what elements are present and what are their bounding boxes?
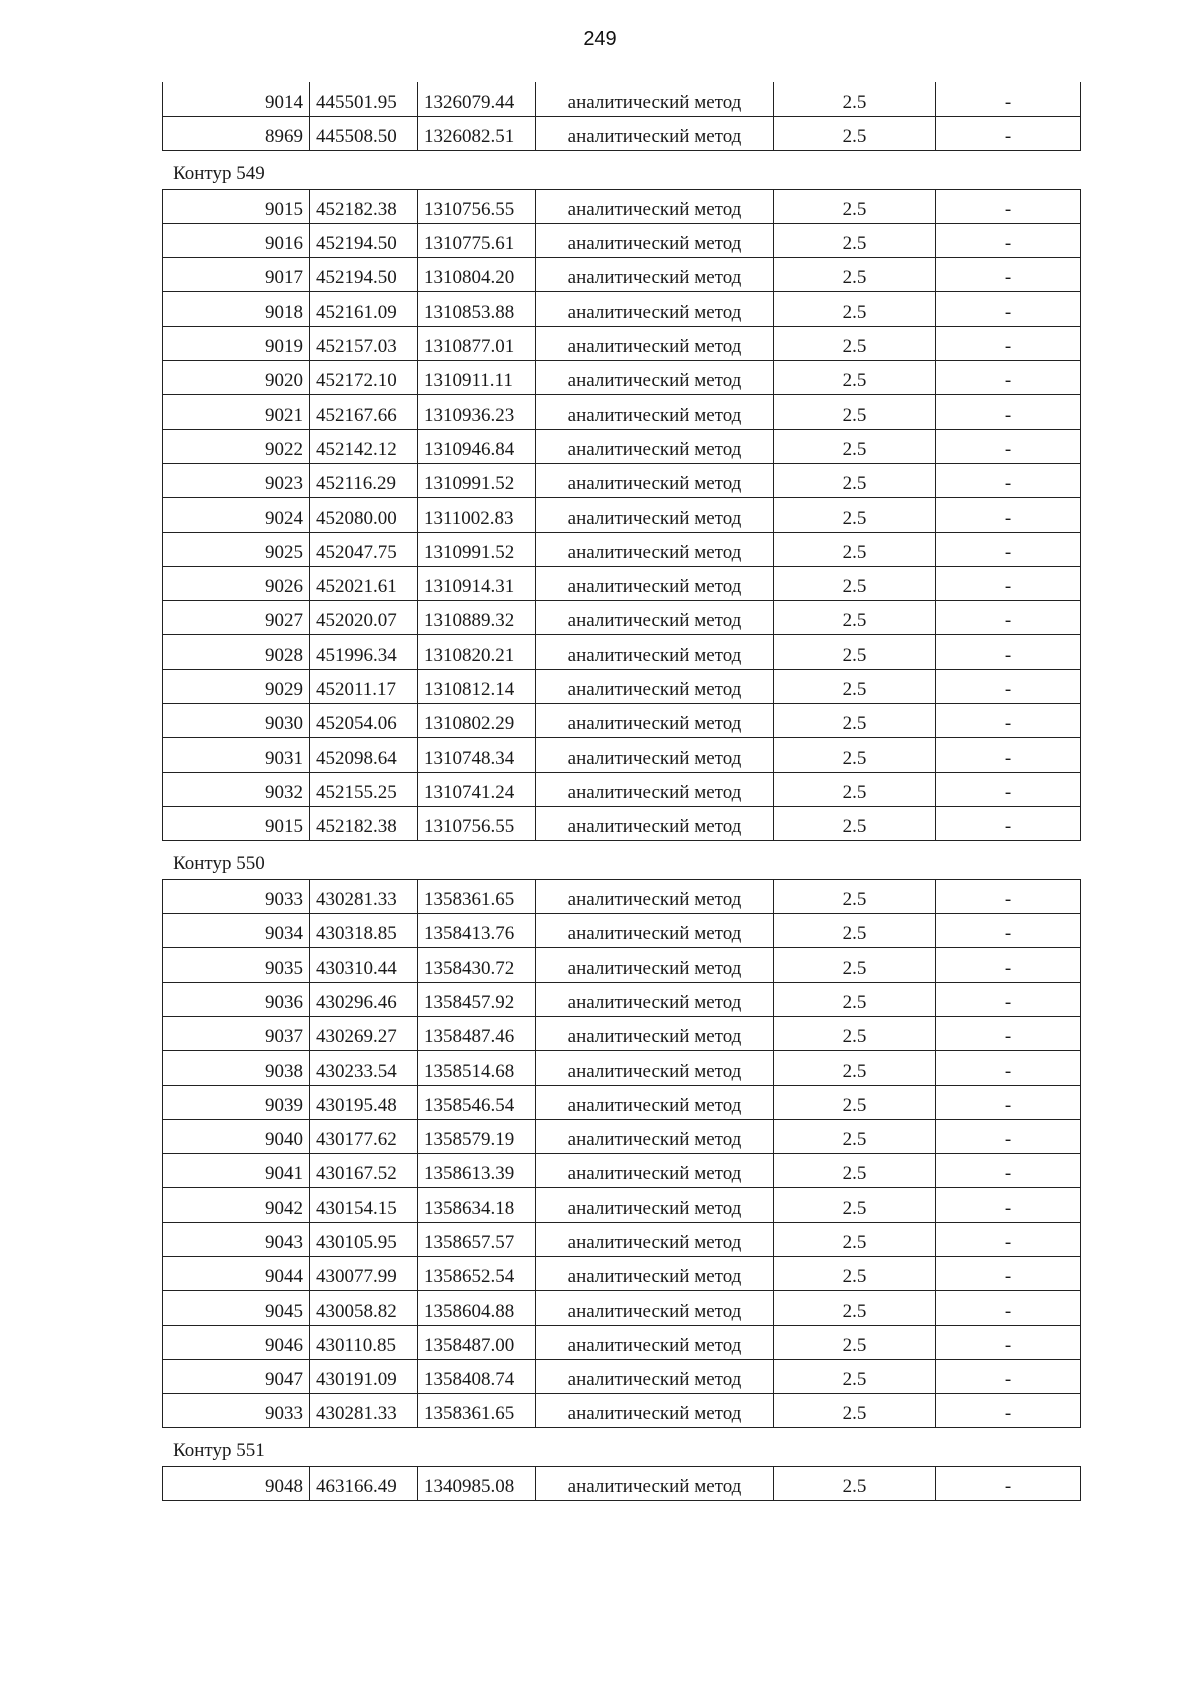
coordinate-y-cell: 1358430.72 xyxy=(418,948,536,982)
coordinate-x-cell: 452194.50 xyxy=(310,258,418,292)
description-cell: - xyxy=(936,223,1081,257)
coordinate-x-cell: 452080.00 xyxy=(310,498,418,532)
point-number-cell: 9038 xyxy=(163,1051,310,1085)
point-number-cell: 9014 xyxy=(163,82,310,116)
method-cell: аналитический метод xyxy=(536,189,774,223)
table-row xyxy=(163,1291,1081,1325)
accuracy-cell: 2.5 xyxy=(774,704,936,738)
accuracy-cell: 2.5 xyxy=(774,395,936,429)
table-row xyxy=(163,326,1081,360)
description-cell: - xyxy=(936,1188,1081,1222)
description-cell: - xyxy=(936,914,1081,948)
description-cell: - xyxy=(936,1154,1081,1188)
table-row xyxy=(163,566,1081,600)
coordinate-y-cell: 1326079.44 xyxy=(418,82,536,116)
table-row xyxy=(163,601,1081,635)
method-cell: аналитический метод xyxy=(536,772,774,806)
table-row xyxy=(163,532,1081,566)
description-cell: - xyxy=(936,82,1081,116)
point-number-cell: 9027 xyxy=(163,601,310,635)
coordinate-x-cell: 452155.25 xyxy=(310,772,418,806)
point-number-cell: 9022 xyxy=(163,429,310,463)
accuracy-cell: 2.5 xyxy=(774,82,936,116)
table-row xyxy=(163,395,1081,429)
coordinate-x-cell: 430167.52 xyxy=(310,1154,418,1188)
coordinate-x-cell: 430077.99 xyxy=(310,1257,418,1291)
coordinate-y-cell: 1310804.20 xyxy=(418,258,536,292)
method-cell: аналитический метод xyxy=(536,1188,774,1222)
point-number-cell: 9019 xyxy=(163,326,310,360)
coordinate-x-cell: 430105.95 xyxy=(310,1222,418,1256)
description-cell: - xyxy=(936,1394,1081,1428)
accuracy-cell: 2.5 xyxy=(774,879,936,913)
coordinate-y-cell: 1310775.61 xyxy=(418,223,536,257)
description-cell: - xyxy=(936,1119,1081,1153)
method-cell: аналитический метод xyxy=(536,738,774,772)
accuracy-cell: 2.5 xyxy=(774,361,936,395)
method-cell: аналитический метод xyxy=(536,566,774,600)
point-number-cell: 9034 xyxy=(163,914,310,948)
point-number-cell: 9037 xyxy=(163,1016,310,1050)
coordinate-x-cell: 452047.75 xyxy=(310,532,418,566)
accuracy-cell: 2.5 xyxy=(774,116,936,150)
point-number-cell: 9029 xyxy=(163,669,310,703)
coordinate-y-cell: 1358413.76 xyxy=(418,914,536,948)
coordinates-table xyxy=(162,879,1081,1429)
coordinate-x-cell: 430177.62 xyxy=(310,1119,418,1153)
method-cell: аналитический метод xyxy=(536,1394,774,1428)
accuracy-cell: 2.5 xyxy=(774,223,936,257)
coordinate-y-cell: 1340985.08 xyxy=(418,1466,536,1500)
description-cell: - xyxy=(936,116,1081,150)
coordinate-x-cell: 452182.38 xyxy=(310,189,418,223)
accuracy-cell: 2.5 xyxy=(774,914,936,948)
table-row xyxy=(163,1325,1081,1359)
point-number-cell: 9046 xyxy=(163,1325,310,1359)
coordinate-x-cell: 452098.64 xyxy=(310,738,418,772)
table-row xyxy=(163,1188,1081,1222)
coordinate-y-cell: 1310756.55 xyxy=(418,189,536,223)
coordinate-x-cell: 452054.06 xyxy=(310,704,418,738)
accuracy-cell: 2.5 xyxy=(774,429,936,463)
table-row xyxy=(163,361,1081,395)
method-cell: аналитический метод xyxy=(536,1291,774,1325)
method-cell: аналитический метод xyxy=(536,914,774,948)
coordinate-y-cell: 1310853.88 xyxy=(418,292,536,326)
table-row xyxy=(163,429,1081,463)
table-row xyxy=(163,914,1081,948)
point-number-cell: 9035 xyxy=(163,948,310,982)
coordinate-y-cell: 1358361.65 xyxy=(418,879,536,913)
accuracy-cell: 2.5 xyxy=(774,1394,936,1428)
table-row xyxy=(163,189,1081,223)
accuracy-cell: 2.5 xyxy=(774,806,936,840)
coordinates-document xyxy=(162,82,1080,1501)
accuracy-cell: 2.5 xyxy=(774,532,936,566)
coordinates-table xyxy=(162,1466,1081,1501)
accuracy-cell: 2.5 xyxy=(774,948,936,982)
point-number-cell: 8969 xyxy=(163,116,310,150)
table-row xyxy=(163,948,1081,982)
description-cell: - xyxy=(936,463,1081,497)
point-number-cell: 9047 xyxy=(163,1359,310,1393)
coordinate-x-cell: 430310.44 xyxy=(310,948,418,982)
point-number-cell: 9024 xyxy=(163,498,310,532)
accuracy-cell: 2.5 xyxy=(774,1359,936,1393)
accuracy-cell: 2.5 xyxy=(774,1325,936,1359)
description-cell: - xyxy=(936,601,1081,635)
coordinate-y-cell: 1358487.46 xyxy=(418,1016,536,1050)
point-number-cell: 9026 xyxy=(163,566,310,600)
table-row xyxy=(163,82,1081,116)
table-row xyxy=(163,879,1081,913)
coordinate-x-cell: 430195.48 xyxy=(310,1085,418,1119)
coordinate-y-cell: 1310748.34 xyxy=(418,738,536,772)
table-row xyxy=(163,1119,1081,1153)
method-cell: аналитический метод xyxy=(536,292,774,326)
contour-title: Контур 549 xyxy=(173,163,265,185)
table-row xyxy=(163,463,1081,497)
point-number-cell: 9015 xyxy=(163,189,310,223)
accuracy-cell: 2.5 xyxy=(774,1257,936,1291)
accuracy-cell: 2.5 xyxy=(774,772,936,806)
coordinate-y-cell: 1310812.14 xyxy=(418,669,536,703)
accuracy-cell: 2.5 xyxy=(774,738,936,772)
coordinate-x-cell: 430296.46 xyxy=(310,982,418,1016)
coordinate-y-cell: 1310936.23 xyxy=(418,395,536,429)
coordinate-y-cell: 1310991.52 xyxy=(418,532,536,566)
coordinate-x-cell: 452167.66 xyxy=(310,395,418,429)
coordinate-x-cell: 452157.03 xyxy=(310,326,418,360)
accuracy-cell: 2.5 xyxy=(774,326,936,360)
description-cell: - xyxy=(936,189,1081,223)
coordinate-x-cell: 430281.33 xyxy=(310,879,418,913)
coordinate-y-cell: 1310741.24 xyxy=(418,772,536,806)
accuracy-cell: 2.5 xyxy=(774,669,936,703)
table-row xyxy=(163,498,1081,532)
coordinate-x-cell: 452021.61 xyxy=(310,566,418,600)
page-number: 249 xyxy=(583,28,617,50)
point-number-cell: 9021 xyxy=(163,395,310,429)
accuracy-cell: 2.5 xyxy=(774,258,936,292)
accuracy-cell: 2.5 xyxy=(774,1466,936,1500)
point-number-cell: 9020 xyxy=(163,361,310,395)
coordinates-table xyxy=(162,189,1081,842)
method-cell: аналитический метод xyxy=(536,1325,774,1359)
method-cell: аналитический метод xyxy=(536,806,774,840)
coordinate-y-cell: 1358487.00 xyxy=(418,1325,536,1359)
coordinate-y-cell: 1358361.65 xyxy=(418,1394,536,1428)
description-cell: - xyxy=(936,1016,1081,1050)
description-cell: - xyxy=(936,1359,1081,1393)
coordinate-y-cell: 1358514.68 xyxy=(418,1051,536,1085)
description-cell: - xyxy=(936,361,1081,395)
method-cell: аналитический метод xyxy=(536,1222,774,1256)
coordinate-y-cell: 1358579.19 xyxy=(418,1119,536,1153)
method-cell: аналитический метод xyxy=(536,82,774,116)
point-number-cell: 9023 xyxy=(163,463,310,497)
method-cell: аналитический метод xyxy=(536,948,774,982)
accuracy-cell: 2.5 xyxy=(774,292,936,326)
accuracy-cell: 2.5 xyxy=(774,566,936,600)
table-row xyxy=(163,669,1081,703)
table-row xyxy=(163,1394,1081,1428)
accuracy-cell: 2.5 xyxy=(774,1154,936,1188)
contour-title: Контур 550 xyxy=(173,853,265,875)
coordinate-y-cell: 1358408.74 xyxy=(418,1359,536,1393)
table-row xyxy=(163,223,1081,257)
accuracy-cell: 2.5 xyxy=(774,498,936,532)
method-cell: аналитический метод xyxy=(536,223,774,257)
coordinate-x-cell: 445508.50 xyxy=(310,116,418,150)
description-cell: - xyxy=(936,1325,1081,1359)
method-cell: аналитический метод xyxy=(536,1466,774,1500)
table-row xyxy=(163,1154,1081,1188)
method-cell: аналитический метод xyxy=(536,463,774,497)
method-cell: аналитический метод xyxy=(536,669,774,703)
point-number-cell: 9031 xyxy=(163,738,310,772)
coordinate-y-cell: 1358652.54 xyxy=(418,1257,536,1291)
accuracy-cell: 2.5 xyxy=(774,1291,936,1325)
method-cell: аналитический метод xyxy=(536,1016,774,1050)
coordinate-x-cell: 452194.50 xyxy=(310,223,418,257)
coordinate-y-cell: 1310877.01 xyxy=(418,326,536,360)
description-cell: - xyxy=(936,806,1081,840)
description-cell: - xyxy=(936,1085,1081,1119)
table-row xyxy=(163,1257,1081,1291)
coordinate-y-cell: 1358604.88 xyxy=(418,1291,536,1325)
table-row xyxy=(163,1466,1081,1500)
coordinate-y-cell: 1310911.11 xyxy=(418,361,536,395)
coordinate-y-cell: 1358546.54 xyxy=(418,1085,536,1119)
method-cell: аналитический метод xyxy=(536,498,774,532)
description-cell: - xyxy=(936,326,1081,360)
coordinate-x-cell: 430058.82 xyxy=(310,1291,418,1325)
method-cell: аналитический метод xyxy=(536,704,774,738)
method-cell: аналитический метод xyxy=(536,1257,774,1291)
description-cell: - xyxy=(936,1051,1081,1085)
description-cell: - xyxy=(936,292,1081,326)
method-cell: аналитический метод xyxy=(536,601,774,635)
point-number-cell: 9025 xyxy=(163,532,310,566)
coordinate-y-cell: 1310756.55 xyxy=(418,806,536,840)
table-row xyxy=(163,1016,1081,1050)
accuracy-cell: 2.5 xyxy=(774,982,936,1016)
accuracy-cell: 2.5 xyxy=(774,1085,936,1119)
contour-title: Контур 551 xyxy=(173,1440,265,1462)
description-cell: - xyxy=(936,566,1081,600)
description-cell: - xyxy=(936,395,1081,429)
table-row xyxy=(163,982,1081,1016)
coordinate-y-cell: 1358657.57 xyxy=(418,1222,536,1256)
table-row xyxy=(163,635,1081,669)
coordinate-x-cell: 452011.17 xyxy=(310,669,418,703)
method-cell: аналитический метод xyxy=(536,879,774,913)
description-cell: - xyxy=(936,429,1081,463)
method-cell: аналитический метод xyxy=(536,1154,774,1188)
method-cell: аналитический метод xyxy=(536,258,774,292)
accuracy-cell: 2.5 xyxy=(774,635,936,669)
point-number-cell: 9045 xyxy=(163,1291,310,1325)
table-row xyxy=(163,1222,1081,1256)
table-row xyxy=(163,704,1081,738)
description-cell: - xyxy=(936,738,1081,772)
method-cell: аналитический метод xyxy=(536,395,774,429)
method-cell: аналитический метод xyxy=(536,1119,774,1153)
description-cell: - xyxy=(936,879,1081,913)
method-cell: аналитический метод xyxy=(536,532,774,566)
table-row xyxy=(163,806,1081,840)
coordinate-x-cell: 452172.10 xyxy=(310,361,418,395)
method-cell: аналитический метод xyxy=(536,982,774,1016)
description-cell: - xyxy=(936,772,1081,806)
coordinate-y-cell: 1311002.83 xyxy=(418,498,536,532)
method-cell: аналитический метод xyxy=(536,1085,774,1119)
accuracy-cell: 2.5 xyxy=(774,1222,936,1256)
coordinate-x-cell: 451996.34 xyxy=(310,635,418,669)
coordinate-x-cell: 430318.85 xyxy=(310,914,418,948)
point-number-cell: 9015 xyxy=(163,806,310,840)
accuracy-cell: 2.5 xyxy=(774,189,936,223)
description-cell: - xyxy=(936,1291,1081,1325)
description-cell: - xyxy=(936,532,1081,566)
table-row xyxy=(163,1051,1081,1085)
coordinate-y-cell: 1310889.32 xyxy=(418,601,536,635)
table-row xyxy=(163,292,1081,326)
table-row xyxy=(163,1085,1081,1119)
coordinate-y-cell: 1310802.29 xyxy=(418,704,536,738)
coordinate-x-cell: 452116.29 xyxy=(310,463,418,497)
point-number-cell: 9041 xyxy=(163,1154,310,1188)
accuracy-cell: 2.5 xyxy=(774,1119,936,1153)
coordinate-x-cell: 430110.85 xyxy=(310,1325,418,1359)
point-number-cell: 9040 xyxy=(163,1119,310,1153)
point-number-cell: 9028 xyxy=(163,635,310,669)
table-row xyxy=(163,116,1081,150)
coordinate-y-cell: 1358634.18 xyxy=(418,1188,536,1222)
point-number-cell: 9032 xyxy=(163,772,310,806)
point-number-cell: 9017 xyxy=(163,258,310,292)
coordinate-y-cell: 1310914.31 xyxy=(418,566,536,600)
point-number-cell: 9048 xyxy=(163,1466,310,1500)
coordinate-y-cell: 1310946.84 xyxy=(418,429,536,463)
accuracy-cell: 2.5 xyxy=(774,1016,936,1050)
description-cell: - xyxy=(936,1257,1081,1291)
point-number-cell: 9033 xyxy=(163,879,310,913)
description-cell: - xyxy=(936,669,1081,703)
point-number-cell: 9016 xyxy=(163,223,310,257)
coordinate-x-cell: 430191.09 xyxy=(310,1359,418,1393)
description-cell: - xyxy=(936,1466,1081,1500)
point-number-cell: 9018 xyxy=(163,292,310,326)
method-cell: аналитический метод xyxy=(536,1051,774,1085)
table-row xyxy=(163,1359,1081,1393)
coordinate-y-cell: 1326082.51 xyxy=(418,116,536,150)
description-cell: - xyxy=(936,948,1081,982)
method-cell: аналитический метод xyxy=(536,635,774,669)
point-number-cell: 9036 xyxy=(163,982,310,1016)
coordinate-x-cell: 430154.15 xyxy=(310,1188,418,1222)
accuracy-cell: 2.5 xyxy=(774,1051,936,1085)
accuracy-cell: 2.5 xyxy=(774,463,936,497)
method-cell: аналитический метод xyxy=(536,361,774,395)
method-cell: аналитический метод xyxy=(536,429,774,463)
coordinate-x-cell: 430269.27 xyxy=(310,1016,418,1050)
point-number-cell: 9039 xyxy=(163,1085,310,1119)
coordinate-x-cell: 452142.12 xyxy=(310,429,418,463)
coordinate-x-cell: 445501.95 xyxy=(310,82,418,116)
table-row xyxy=(163,258,1081,292)
accuracy-cell: 2.5 xyxy=(774,1188,936,1222)
coordinate-y-cell: 1310820.21 xyxy=(418,635,536,669)
description-cell: - xyxy=(936,1222,1081,1256)
coordinate-x-cell: 452182.38 xyxy=(310,806,418,840)
point-number-cell: 9043 xyxy=(163,1222,310,1256)
coordinate-y-cell: 1358613.39 xyxy=(418,1154,536,1188)
method-cell: аналитический метод xyxy=(536,326,774,360)
description-cell: - xyxy=(936,258,1081,292)
table-row xyxy=(163,772,1081,806)
method-cell: аналитический метод xyxy=(536,116,774,150)
accuracy-cell: 2.5 xyxy=(774,601,936,635)
table-row xyxy=(163,738,1081,772)
point-number-cell: 9044 xyxy=(163,1257,310,1291)
coordinate-x-cell: 430233.54 xyxy=(310,1051,418,1085)
point-number-cell: 9042 xyxy=(163,1188,310,1222)
coordinate-y-cell: 1358457.92 xyxy=(418,982,536,1016)
coordinate-x-cell: 430281.33 xyxy=(310,1394,418,1428)
method-cell: аналитический метод xyxy=(536,1359,774,1393)
description-cell: - xyxy=(936,982,1081,1016)
coordinate-x-cell: 452161.09 xyxy=(310,292,418,326)
description-cell: - xyxy=(936,635,1081,669)
description-cell: - xyxy=(936,704,1081,738)
coordinate-x-cell: 463166.49 xyxy=(310,1466,418,1500)
description-cell: - xyxy=(936,498,1081,532)
point-number-cell: 9033 xyxy=(163,1394,310,1428)
coordinate-x-cell: 452020.07 xyxy=(310,601,418,635)
point-number-cell: 9030 xyxy=(163,704,310,738)
coordinates-table xyxy=(162,82,1081,151)
coordinate-y-cell: 1310991.52 xyxy=(418,463,536,497)
